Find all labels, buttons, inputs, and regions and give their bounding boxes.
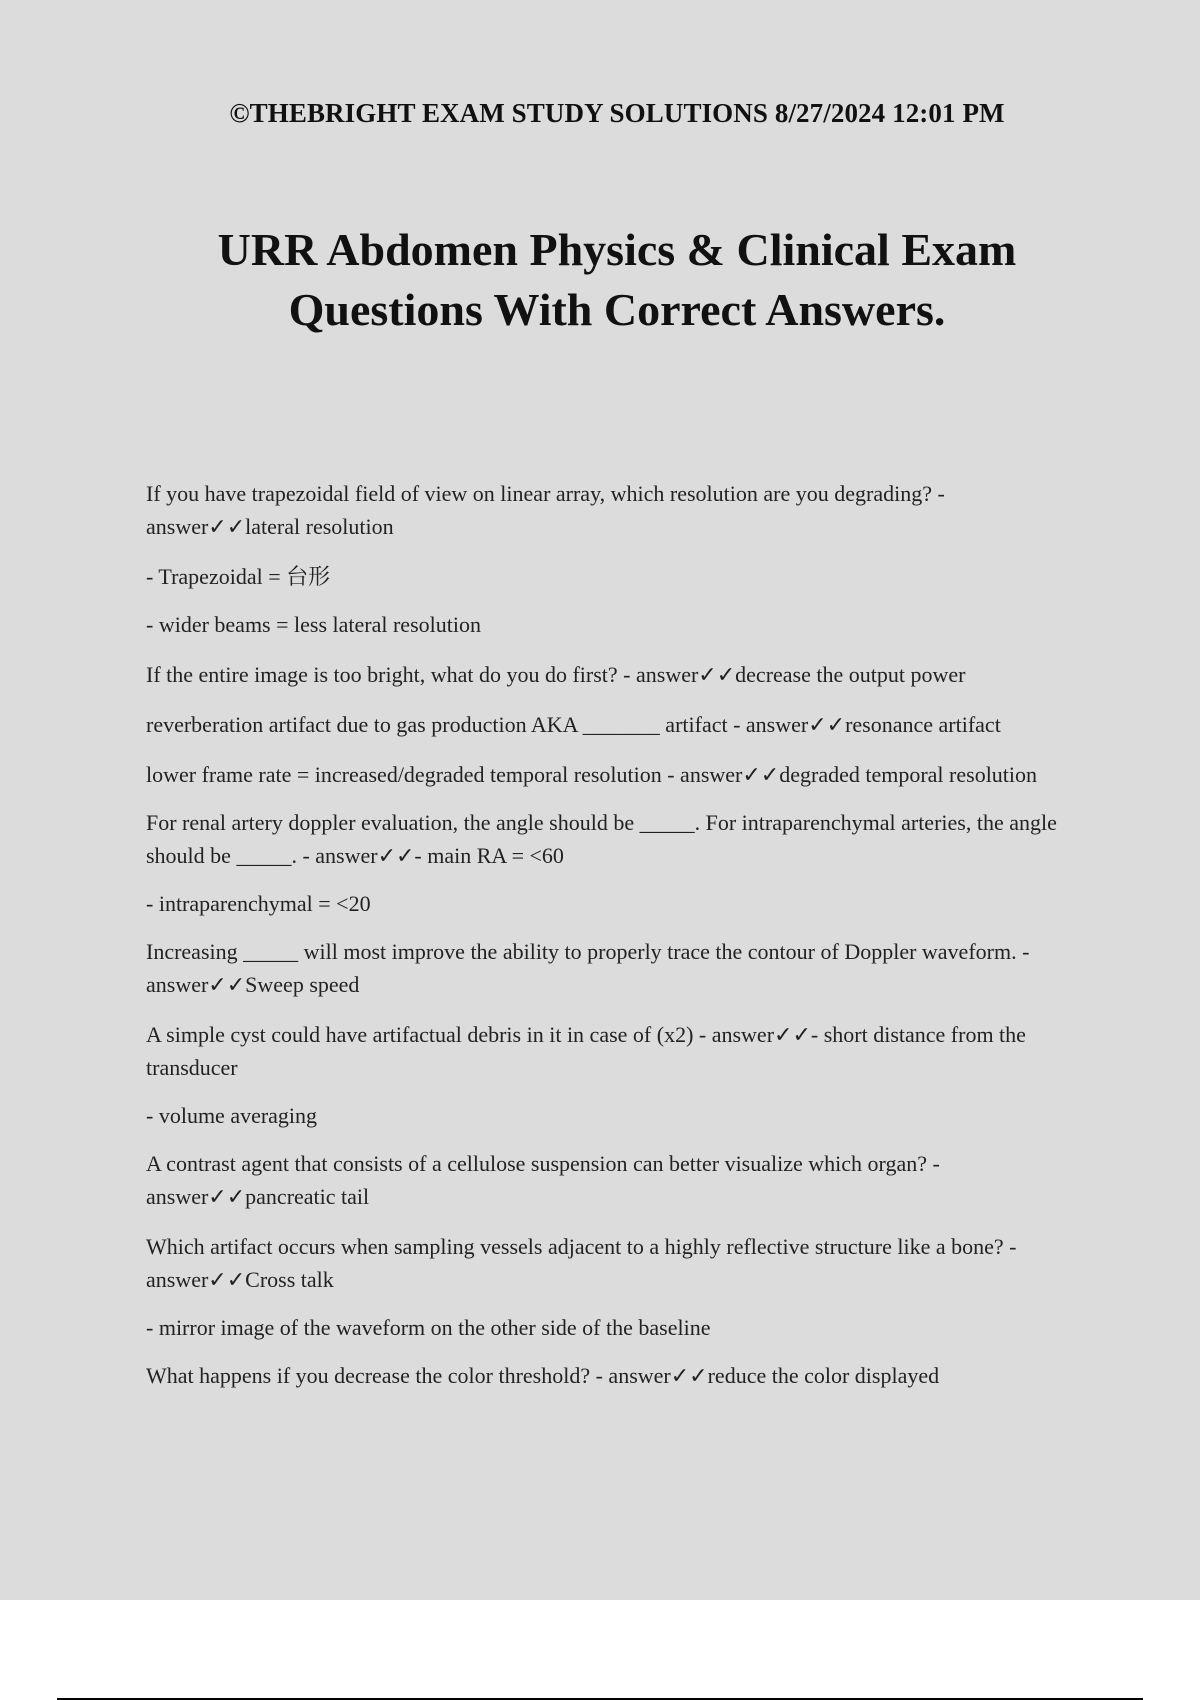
document-title xyxy=(0,220,1200,340)
qa-content xyxy=(146,477,1096,1409)
qa-paragraph: Which artifact occurs when sampling vessels adjacent to a highly reflective structure like a bone? - answer✓✓Cross talk xyxy=(146,1234,1017,1292)
qa-paragraph: - volume averaging xyxy=(146,1103,318,1128)
qa-paragraph: If you have trapezoidal field of view on linear array, which resolution are you degrading? - answer✓✓lateral resolution xyxy=(146,481,945,539)
qa-paragraph: - intraparenchymal = <20 xyxy=(146,891,371,916)
qa-paragraph: A simple cyst could have artifactual debris in it in case of (x2) - answer✓✓- short distance from the transducer xyxy=(146,1022,1026,1080)
title-line-2: Questions With Correct Answers. xyxy=(288,284,946,335)
qa-paragraph: Increasing _____ will most improve the ability to properly trace the contour of Doppler waveform. - answer✓✓Sweep speed xyxy=(146,939,1030,997)
title-line-1: URR Abdomen Physics & Clinical Exam xyxy=(217,224,1017,275)
copyright-header: ©THEBRIGHT EXAM STUDY SOLUTIONS 8/27/2024 12:01 PM xyxy=(229,98,1005,128)
qa-paragraph: A contrast agent that consists of a cellulose suspension can better visualize which organ? - answer✓✓pancreatic tail xyxy=(146,1151,940,1209)
qa-paragraph: - Trapezoidal = 台形 xyxy=(146,564,331,589)
qa-paragraph: For renal artery doppler evaluation, the angle should be _____. For intraparenchymal arteries, the angle should be _____. - answer✓✓- main RA = <60 xyxy=(146,810,1057,868)
qa-paragraph: lower frame rate = increased/degraded temporal resolution - answer✓✓degraded temporal resolution xyxy=(146,762,1038,787)
qa-paragraph: What happens if you decrease the color threshold? - answer✓✓reduce the color displayed xyxy=(146,1363,940,1388)
qa-paragraph: - mirror image of the waveform on the other side of the baseline xyxy=(146,1315,711,1340)
qa-paragraph: - wider beams = less lateral resolution xyxy=(146,612,481,637)
qa-paragraph: If the entire image is too bright, what do you do first? - answer✓✓decrease the output power xyxy=(146,662,966,687)
qa-paragraph: reverberation artifact due to gas production AKA _______ artifact - answer✓✓resonance artifact xyxy=(146,712,1001,737)
